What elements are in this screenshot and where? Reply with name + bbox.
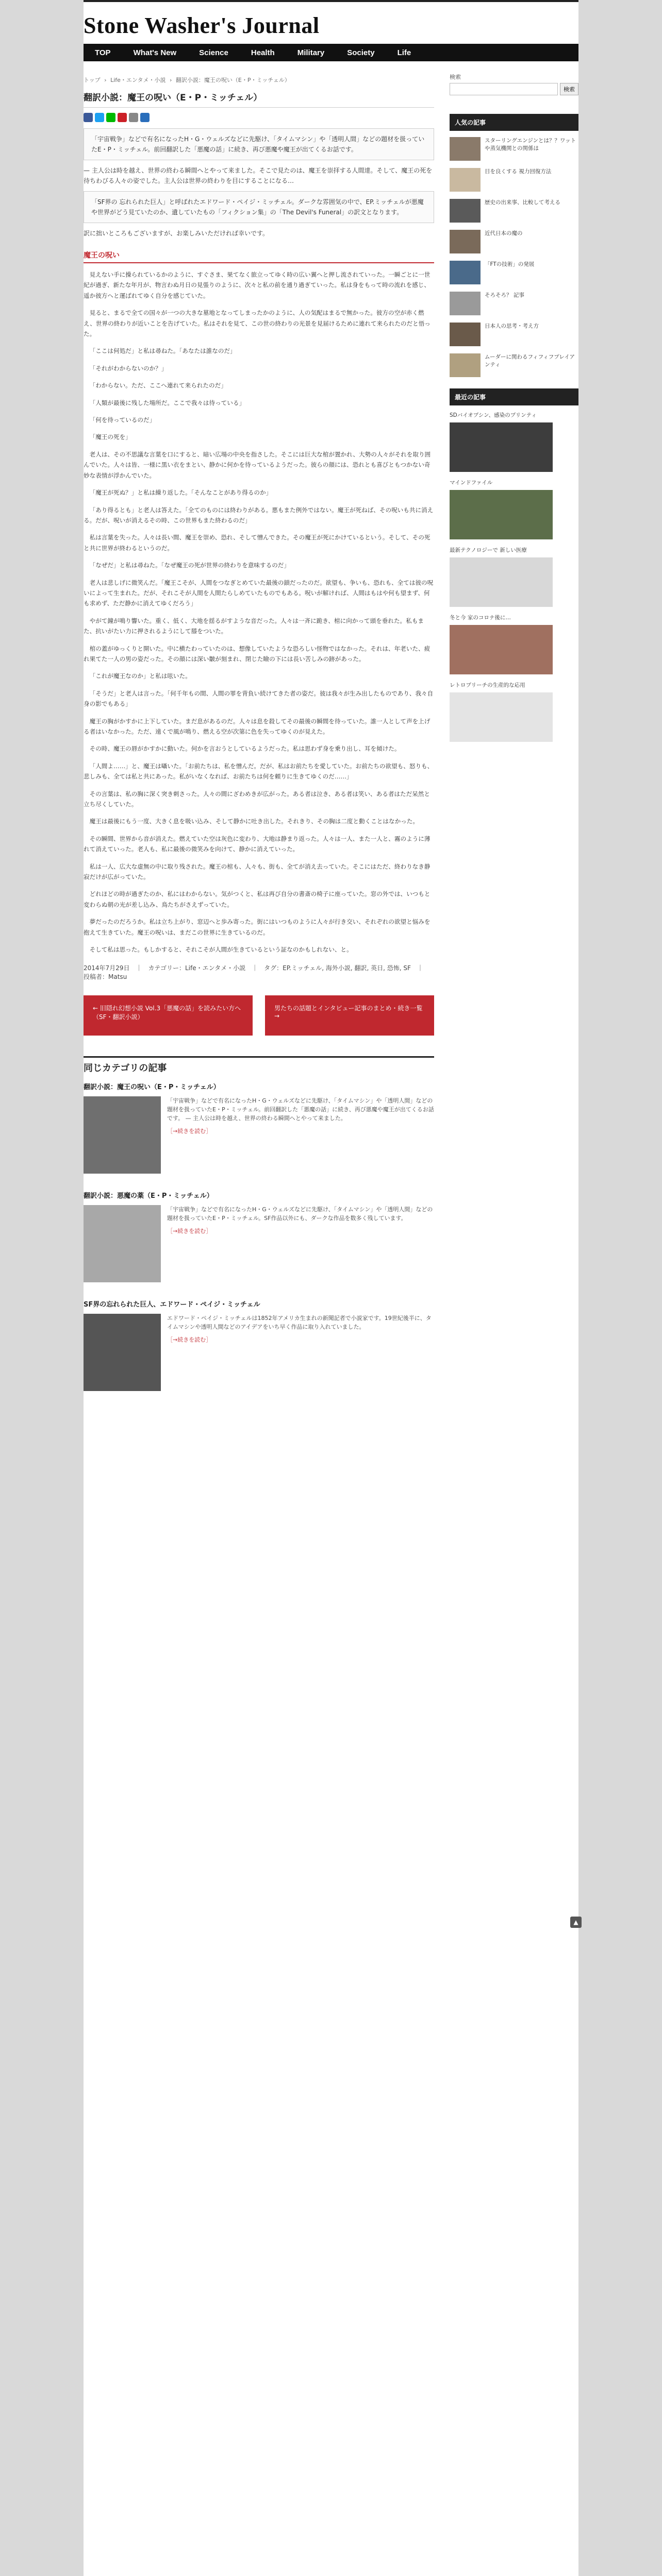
recent-item[interactable]: [450, 614, 578, 674]
nav-item-society[interactable]: Society: [347, 48, 375, 57]
popular-item-title[interactable]: 歴史の出来事、比較して考える: [485, 199, 560, 206]
related-item-title[interactable]: 翻訳小説：魔王の呪い（E・P・ミッチェル）: [84, 1083, 220, 1091]
story-paragraph: 「ここは何処だ」と私は尋ねた。「あなたは誰なのだ」: [89, 347, 236, 355]
main-nav: [84, 44, 578, 61]
post-title: 翻訳小説：魔王の呪い（E・P・ミッチェル）: [84, 90, 434, 108]
popular-item-title[interactable]: ムーダーに関わるフィフィフプレイアンティ: [485, 354, 575, 368]
share-buttons: [84, 113, 434, 122]
nav-item-health[interactable]: Health: [251, 48, 275, 57]
popular-item[interactable]: [450, 353, 578, 377]
popular-thumbnail[interactable]: [450, 261, 481, 284]
related-item-thumbnail[interactable]: [84, 1096, 161, 1174]
breadcrumb-top[interactable]: トップ: [84, 77, 101, 83]
popular-thumbnail[interactable]: [450, 168, 481, 192]
recent-item-title[interactable]: SDバイオプシン、感染のプリンティ: [450, 412, 537, 418]
related-item: [84, 1190, 434, 1282]
breadcrumb-category[interactable]: Life・エンタメ・小説: [110, 77, 166, 83]
recent-item-title[interactable]: マインドファイル: [450, 480, 493, 486]
popular-item[interactable]: [450, 292, 578, 315]
nav-item-top[interactable]: TOP: [95, 48, 111, 57]
related-item: [84, 1299, 434, 1391]
email-share-icon[interactable]: [129, 113, 138, 122]
next-post-link[interactable]: 男たちの話題とインタビュー記事のまとめ・続き一覧 →: [265, 995, 434, 1036]
post-pagination: [84, 995, 434, 1036]
popular-item[interactable]: [450, 168, 578, 192]
story-body: [84, 269, 434, 955]
recent-item-title[interactable]: 冬と今 家のコロナ後に…: [450, 615, 511, 621]
popular-item-title[interactable]: そろそろ？ 記事: [485, 292, 524, 298]
back-to-top-button[interactable]: ▲: [570, 1917, 582, 1928]
popular-list: [450, 137, 578, 377]
popular-item-title[interactable]: 日本人の思考・考え方: [485, 323, 539, 329]
read-more-link[interactable]: ［→続きを読む］: [167, 1227, 212, 1234]
story-paragraph: 棺の蓋がゆっくりと開いた。中に横たわっていたのは、想像していたような恐ろしい怪物ではなかった。それは、年老いた、疲れ果てた一人の男の姿だった。その顔には深い皺が刻まれ、閉じた瞼の下には長い苦しみの跡があった。: [84, 645, 431, 663]
nav-item-military[interactable]: Military: [297, 48, 325, 57]
recent-item[interactable]: [450, 412, 578, 472]
search-button[interactable]: 検索: [560, 83, 578, 95]
story-paragraph: 「これが魔王なのか」と私は呟いた。: [89, 672, 191, 680]
related-item-excerpt: 「宇宙戦争」などで有名になったH・G・ウェルズなどに先駆け、「タイムマシン」や「透明人間」などの題材を扱っていたE・P・ミッチェル。SF作品以外にも、ダークな作品を数多く残しています。: [167, 1206, 433, 1222]
recent-heading: 最近の記事: [450, 388, 578, 405]
story-paragraph: その瞬間、世界から音が消えた。燃えていた空は灰色に変わり、大地は静まり返った。人々は一人、また一人と、霧のように薄れて消えていった。老人も、私に最後の微笑みを向けて、静かに消えていった。: [84, 835, 431, 853]
recent-item[interactable]: [450, 682, 578, 742]
popular-thumbnail[interactable]: [450, 137, 481, 161]
story-paragraph: どれほどの時が過ぎたのか、私にはわからない。気がつくと、私は再び自分の書斎の椅子に座っていた。窓の外では、いつもと変わらぬ朝の光が差し込み、鳥たちがさえずっていた。: [84, 890, 431, 908]
breadcrumb-sep: ›: [169, 77, 172, 83]
recent-thumbnail[interactable]: [450, 692, 553, 742]
read-more-link[interactable]: ［→続きを読む］: [167, 1127, 212, 1134]
related-item-excerpt: 「宇宙戦争」などで有名になったH・G・ウェルズなどに先駆け、「タイムマシン」や「透明人間」などの題材を扱っていたE・P・ミッチェル。前回翻訳した「悪魔の話」に続き、再び悪魔や魔王が出てくるお話です。 — 主人公は時を越え、世界の終わる瞬間へとやって来ました。: [167, 1097, 434, 1122]
nav-item-whats-new[interactable]: What's New: [133, 48, 177, 57]
more-share-icon[interactable]: [140, 113, 150, 122]
popular-item[interactable]: [450, 199, 578, 223]
story-paragraph: 「魔王の死を」: [89, 433, 131, 441]
related-item-title[interactable]: 翻訳小説：悪魔の薬（E・P・ミッチェル）: [84, 1192, 213, 1200]
related-item-excerpt: エドワード・ペイジ・ミッチェルは1852年アメリカ生まれの新聞記者で小説家です。19世紀後半に、タイムマシンや透明人間などのアイデアをいち早く作品に取り入れていました。: [167, 1314, 432, 1330]
recent-item-title[interactable]: 最新テクノロジーで 新しい医療: [450, 547, 527, 553]
search-form: [450, 83, 578, 95]
breadcrumb-sep: ›: [104, 77, 107, 83]
sidebar: [450, 73, 578, 1408]
recent-list: [450, 412, 578, 742]
related-item-thumbnail[interactable]: [84, 1314, 161, 1391]
pinterest-share-icon[interactable]: [118, 113, 127, 122]
related-item-thumbnail[interactable]: [84, 1205, 161, 1282]
story-paragraph: 見ると、まるで全ての国々が一つの大きな墓地となってしまったかのように、人の気配はまるで無かった。彼方の空が赤く燃え、世界の終わりが近いことを告げていた。私はそれを見て、この世の終わりの光景を見届けるために連れて来られたのだと悟った。: [84, 309, 431, 338]
read-more-link[interactable]: ［→続きを読む］: [167, 1336, 212, 1343]
story-paragraph: 「なぜだ」と私は尋ねた。「なぜ魔王の死が世界の終わりを意味するのだ」: [89, 562, 290, 569]
popular-item-title[interactable]: 「FTの技術」の発展: [485, 261, 535, 267]
story-paragraph: 「それがわからないのか？」: [89, 364, 168, 372]
story-paragraph: 老人は悲しげに微笑んだ。「魔王こそが、人間をつなぎとめていた最後の鎖だったのだ。欲望も、争いも、恐れも、全ては彼の呪いによって生まれた。だが、それこそが人間を人間たらしめていたものでもある。呪いが解ければ、人間はもはや何も望まず、何も求めず、ただ静かに消えてゆくだろう」: [84, 579, 434, 607]
story-paragraph: 「人類が最後に残した場所だ。ここで我々は待っている」: [89, 399, 245, 406]
popular-item-title[interactable]: スターリングエンジンとは？？ワットや蒸気機関との関係は: [485, 138, 576, 151]
search-input[interactable]: [450, 83, 558, 95]
recent-thumbnail[interactable]: [450, 490, 553, 539]
nav-item-life[interactable]: Life: [397, 48, 411, 57]
line-share-icon[interactable]: [106, 113, 115, 122]
recent-thumbnail[interactable]: [450, 422, 553, 472]
recent-item[interactable]: [450, 479, 578, 539]
recent-thumbnail[interactable]: [450, 625, 553, 674]
story-paragraph: 私は一人、広大な虚無の中に取り残された。魔王の棺も、人々も、街も、全てが消え去っていた。そこにはただ、終わりなき静寂だけが広がっていた。: [84, 862, 431, 881]
popular-thumbnail[interactable]: [450, 199, 481, 223]
story-paragraph: 私は言葉を失った。人々は長い間、魔王を崇め、恐れ、そして憎んできた。その魔王が死にかけているという。そして、その死と共に世界が終わるというのだ。: [84, 534, 431, 552]
site-header: [84, 0, 578, 65]
story-paragraph: 夢だったのだろうか。私は立ち上がり、窓辺へと歩み寄った。街にはいつものように人々が行き交い、それぞれの欲望と悩みを抱えて生きていた。魔王の呪いは、まだこの世界に生きているのだ。: [84, 918, 431, 936]
popular-item-title[interactable]: 近代日本の魔の: [485, 230, 523, 236]
recent-item[interactable]: [450, 547, 578, 607]
story-paragraph: 老人は、その不思議な言葉を口にすると、暗い広場の中央を指さした。そこには巨大な棺が置かれ、大勢の人々がそれを取り囲んでいた。人々は皆、一様に黒い衣をまとい、静かに何かを待っているようだった。彼らの顔には、恐れとも喜びともつかない奇妙な表情が浮かんでいた。: [84, 450, 431, 479]
story-paragraph: その時、魔王の唇がかすかに動いた。何かを言おうとしているようだった。私は思わず身を乗り出し、耳を傾けた。: [89, 745, 401, 753]
story-paragraph: やがて鐘が鳴り響いた。重く、低く、大地を揺るがすような音だった。人々は一斉に跪き、棺に向かって頭を垂れた。私もまた、抗いがたい力に押されるようにして膝をついた。: [84, 617, 424, 635]
twitter-share-icon[interactable]: [95, 113, 104, 122]
story-paragraph: そして私は思った。もしかすると、それこそが人間が生きているという証なのかもしれない、と。: [89, 946, 353, 954]
search-label: 検索: [450, 74, 461, 80]
story-paragraph: 魔王の胸がかすかに上下していた。まだ息があるのだ。人々は息を殺してその最後の瞬間を待っていた。誰一人として声を上げる者はいなかった。ただ、遠くで風が鳴り、燃える空が次第に色を失ってゆくのが見えた。: [84, 717, 431, 735]
nav-item-science[interactable]: Science: [199, 48, 228, 57]
author-box: 「SF界の 忘れられた巨人」と呼ばれたエドワード・ペイジ・ミッチェル。ダークな雰囲気の中で、EP.ミッチェルが悪魔や世界がどう見ていたのか、遺していたもの「フィクション集」の「The Devil's Funeral」の訳文となります。: [84, 191, 434, 223]
lead-text: — 主人公は時を越え、世界の終わる瞬間へとやって来ました。そこで見たのは、魔王を崇拝する人間達。そして、魔王の死を待ちわびる人々の姿でした。主人公は世界の終わりを目にすることになる…: [84, 167, 433, 184]
story-paragraph: 「あり得るとも」と老人は答えた。「全てのものには終わりがある。悪もまた例外ではない。魔王が死ねば、その呪いも共に消える。だが、呪いが消えるその時、この世界もまた終わるのだ」: [84, 506, 434, 524]
popular-thumbnail[interactable]: [450, 292, 481, 315]
breadcrumb-current: 翻訳小説：魔王の呪い（E・P・ミッチェル）: [175, 77, 290, 83]
main-content: [84, 73, 434, 1408]
story-paragraph: 「そうだ」と老人は言った。「何千年もの間、人間の罪を背負い続けてきた者の姿だ。彼は我々が生み出したものであり、我々自身の影でもある」: [84, 689, 434, 708]
story-paragraph: 見えない手に操られているかのように、すぐさま、果てなく旅立ってゆく時の広い翼へと押し流されていった。一瞬ごとに一世紀が過ぎ、新たな年月が、物言わぬ月日の見張りのように、次々と私の前を通り過ぎていった。私は身をもって時の流れを感じ、遥か彼方へと運ばれてゆく自分を感じていた。: [84, 271, 431, 299]
popular-heading: 人気の記事: [450, 114, 578, 131]
page: [84, 0, 578, 2576]
story-paragraph: 「人間よ……」と、魔王は囁いた。「お前たちは、私を憎んだ。だが、私はお前たちを愛していた。お前たちの欲望も、怒りも、悲しみも、全ては私と共にあった。私がいなくなれば、お前たちは何を頼りに生きてゆくのだ……」: [84, 762, 434, 781]
related-heading: 同じカテゴリの記事: [84, 1056, 434, 1074]
popular-item[interactable]: [450, 230, 578, 253]
popular-item[interactable]: [450, 323, 578, 346]
popular-item[interactable]: [450, 261, 578, 284]
section-heading: 魔王の呪い: [84, 250, 434, 263]
popular-item-title[interactable]: 目を良くする 視力回復方法: [485, 168, 552, 175]
popular-thumbnail[interactable]: [450, 323, 481, 346]
breadcrumb: [84, 76, 434, 84]
story-paragraph: 「何を待っているのだ」: [89, 416, 156, 424]
intro-box: 「宇宙戦争」などで有名になったH・G・ウェルズなどに先駆け、「タイムマシン」や「透明人間」などの題材を扱っていたE・P・ミッチェル。前回翻訳した「悪魔の話」に続き、再び悪魔や魔王が出てくるお話です。: [84, 128, 434, 160]
facebook-share-icon[interactable]: [84, 113, 93, 122]
note-text: 訳に拙いところもございますが、お楽しみいただければ幸いです。: [84, 230, 269, 237]
post-meta: 2014年7月29日 ｜ カテゴリー：Life・エンタメ・小説 ｜ タグ：EP.ミッチェル, 海外小説, 翻訳, 英日, 恐怖, SF ｜ 投稿者：Matsu: [84, 964, 429, 980]
story-paragraph: 「わからない。ただ、ここへ連れて来られたのだ」: [89, 382, 227, 389]
story-paragraph: 「魔王が死ぬ？」と私は繰り返した。「そんなことがあり得るのか」: [89, 489, 272, 497]
story-paragraph: 魔王は最後にもう一度、大きく息を吸い込み、そして静かに吐き出した。それきり、その胸は二度と動くことはなかった。: [89, 818, 419, 825]
popular-thumbnail[interactable]: [450, 230, 481, 253]
related-item: [84, 1081, 434, 1174]
recent-thumbnail[interactable]: [450, 557, 553, 607]
story-paragraph: その言葉は、私の胸に深く突き刺さった。人々の間にざわめきが広がった。ある者は泣き、ある者は笑い、ある者はただ呆然と立ち尽くしていた。: [84, 790, 430, 808]
related-item-title[interactable]: SF界の忘れられた巨人、エドワード・ペイジ・ミッチェル: [84, 1300, 260, 1309]
recent-item-title[interactable]: レトロプリーチの生産的な応用: [450, 682, 525, 688]
popular-item[interactable]: [450, 137, 578, 161]
popular-thumbnail[interactable]: [450, 353, 481, 377]
prev-post-link[interactable]: ← 旧隠れ幻想小説 Vol.3「悪魔の話」を読みたい方へ（SF・翻訳小説）: [84, 995, 253, 1036]
site-title[interactable]: Stone Washer's Journal: [84, 13, 320, 38]
